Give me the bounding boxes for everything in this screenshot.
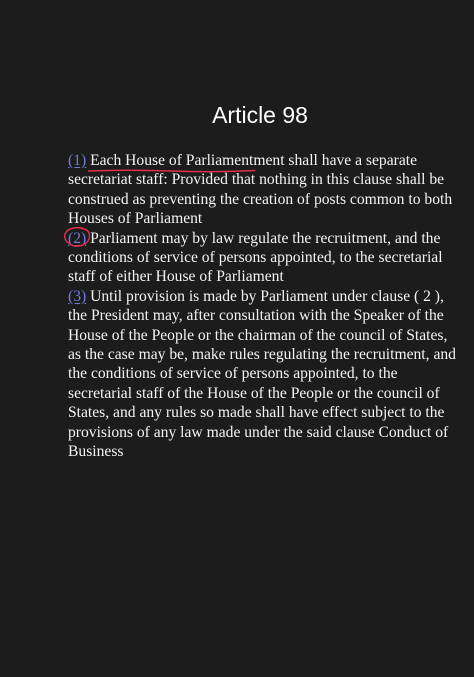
clause-1 (68, 151, 460, 229)
page-title: Article 98 (212, 102, 308, 128)
article-body (68, 151, 460, 462)
clause-2-number: (2) (68, 229, 87, 247)
clause-3-number: (3) (68, 287, 87, 305)
clause-2 (68, 229, 460, 287)
clause-1-highlight-text: Each House of Parliament (90, 152, 254, 169)
clause-1-highlight (90, 152, 253, 169)
clause-2-circled-number (68, 229, 86, 248)
clause-3-text: Until provision is made by Parliament under clause ( 2 ), the President may, after consultation with the Speaker of the House of the People or the chairman of the council of States, as the case may be, make rules regulating the recruitment, and the conditions of service of persons appointed, to the secretarial staff of the House of the People or the council of States, and any rules so made shall have effect subject to the provisions of any law made under the said clause Conduct of Business (68, 287, 456, 461)
clause-1-number: (1) (68, 152, 87, 169)
clause-3 (68, 287, 460, 462)
clause-1-text: ment shall have a separate secretariat staff: Provided that nothing in this clause shall be construed as preventing the creation of posts common to both Houses of Parliament (68, 152, 453, 228)
clause-2-text: Parliament may by law regulate the recruitment, and the conditions of service of persons appointed, to the secretarial staff of either House of Parliament (68, 229, 443, 286)
